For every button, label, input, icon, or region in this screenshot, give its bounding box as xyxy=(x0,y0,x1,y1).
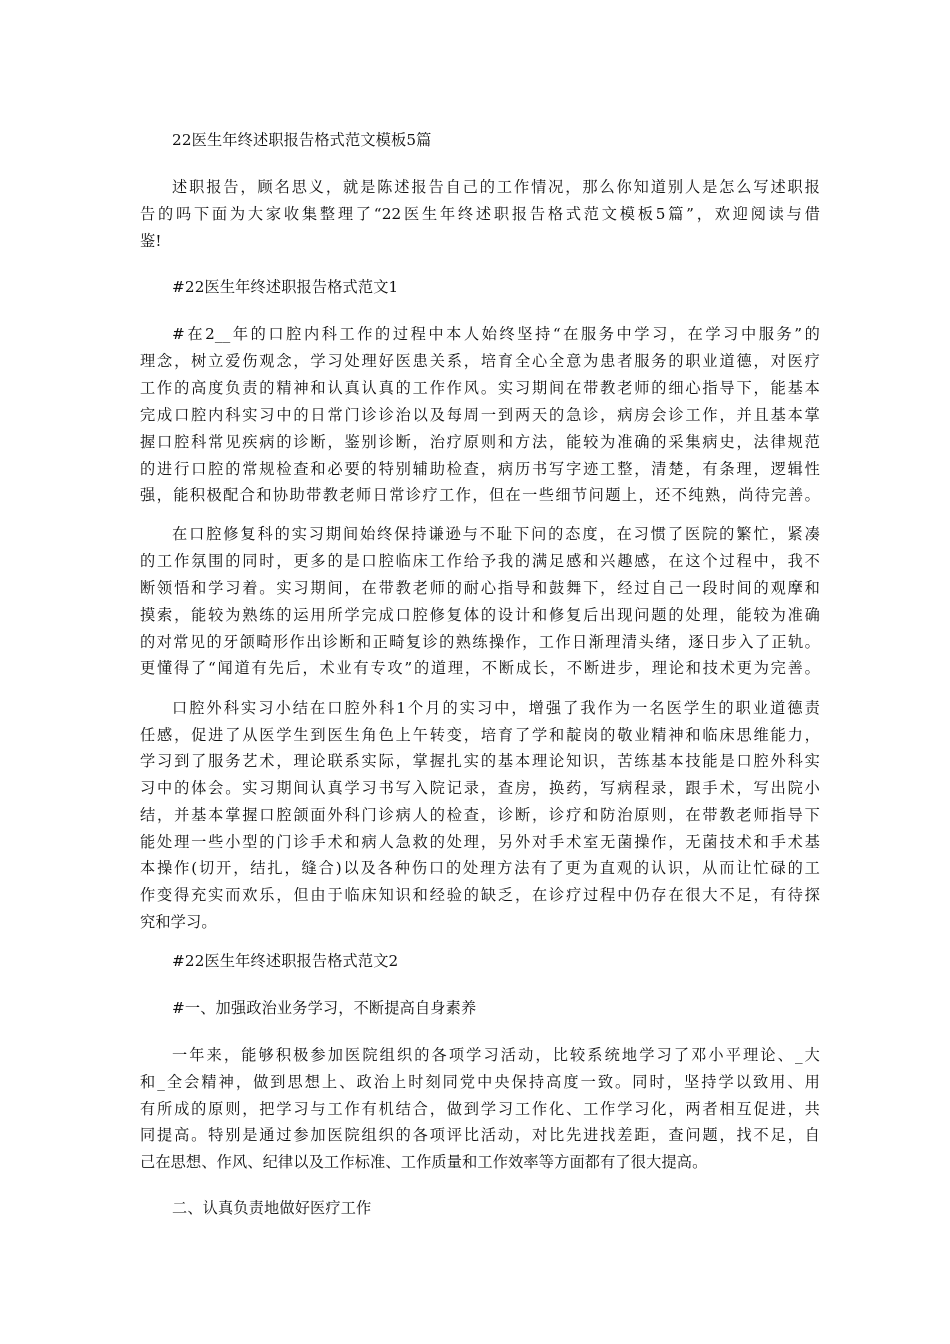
para3-line-4: 习中的体会。实习期间认真学习书写入院记录，查房，换药，写病程录，跟手术，写出院小 xyxy=(140,779,820,797)
para2-line-2: 的工作氛围的同时，更多的是口腔临床工作给予我的满足感和兴趣感，在这个过程中，我不 xyxy=(140,552,820,570)
para1-line-2: 理念，树立爱伤观念，学习处理好医患关系，培育全心全意为患者服务的职业道德，对医疗 xyxy=(140,352,820,370)
para4-line-2: 和_全会精神，做到思想上、政治上时刻同党中央保持高度一致。同时，坚持学以致用、用 xyxy=(140,1073,820,1091)
para1-line-6: 的进行口腔的常规检查和必要的特别辅助检查，病历书写字迹工整，清楚，有条理，逻辑性 xyxy=(140,460,820,478)
para3-line-6: 能处理一些小型的门诊手术和病人急救的处理，另外对手术室无菌操作，无菌技术和手术基 xyxy=(140,833,820,851)
intro-line-1: 述职报告，顾名思义，就是陈述报告自己的工作情况，那么你知道别人是怎么写述职报 xyxy=(172,178,820,196)
para3-line-5: 结，并基本掌握口腔颌面外科门诊病人的检查，诊断，诊疗和防治原则，在带教老师指导下 xyxy=(140,806,820,824)
para4-line-1: 一年来，能够积极参加医院组织的各项学习活动，比较系统地学习了邓小平理论、_大 xyxy=(172,1046,820,1064)
para2-line-3: 断领悟和学习着。实习期间，在带教老师的耐心指导和鼓舞下，经过自己一段时间的观摩和 xyxy=(140,579,820,597)
para2-line-6: 更懂得了“闻道有先后，术业有专攻”的道理，不断成长，不断进步，理论和技术更为完善。 xyxy=(140,659,820,677)
para3-line-8: 作变得充实而欢乐，但由于临床知识和经验的缺乏，在诊疗过程中仍存在很大不足，有待探 xyxy=(140,886,820,904)
para3-line-1: 口腔外科实习小结在口腔外科1个月的实习中，增强了我作为一名医学生的职业道德责 xyxy=(172,699,820,717)
section-heading-2: #22医生年终述职报告格式范文2 xyxy=(172,952,399,970)
para1-line-3: 工作的高度负责的精神和认真认真的工作作风。实习期间在带教老师的细心指导下，能基本 xyxy=(140,379,820,397)
intro-line-3: 鉴! xyxy=(140,232,162,250)
intro-line-2: 告的吗下面为大家收集整理了“22医生年终述职报告格式范文模板5篇”，欢迎阅读与借 xyxy=(140,205,820,223)
para1-line-5: 握口腔科常见疾病的诊断，鉴别诊断，治疗原则和方法，能较为准确的采集病史，法律规范 xyxy=(140,433,820,451)
para3-line-9: 究和学习。 xyxy=(140,913,217,931)
para4-line-5: 己在思想、作风、纪律以及工作标准、工作质量和工作效率等方面都有了很大提高。 xyxy=(140,1153,708,1171)
para2-line-4: 摸索，能较为熟练的运用所学完成口腔修复体的设计和修复后出现问题的处理，能较为准确 xyxy=(140,606,820,624)
document-title: 22医生年终述职报告格式范文模板5篇 xyxy=(172,131,432,149)
subheading-2: 二、认真负责地做好医疗工作 xyxy=(172,1199,372,1217)
subheading-1: #一、加强政治业务学习，不断提高自身素养 xyxy=(172,999,477,1017)
para4-line-3: 有所成的原则，把学习与工作有机结合，做到学习工作化、工作学习化，两者相互促进，共 xyxy=(140,1100,820,1118)
para1-line-1: #在2__年的口腔内科工作的过程中本人始终坚持“在服务中学习，在学习中服务”的 xyxy=(172,325,820,343)
para3-line-3: 学习到了服务艺术，理论联系实际，掌握扎实的基本理论知识，苦练基本技能是口腔外科实 xyxy=(140,752,820,770)
para3-line-7: 本操作(切开，结扎，缝合)以及各种伤口的处理方法有了更为直观的认识，从而让忙碌的工 xyxy=(140,859,820,877)
para3-line-2: 任感，促进了从医学生到医生角色上午转变，培育了学和靛岗的敬业精神和临床思维能力， xyxy=(140,726,820,744)
section-heading-1: #22医生年终述职报告格式范文1 xyxy=(172,278,399,296)
para2-line-5: 的对常见的牙颌畸形作出诊断和正畸复诊的熟练操作，工作日渐理清头绪，逐日步入了正轨。 xyxy=(140,633,820,651)
para4-line-4: 同提高。特别是通过参加医院组织的各项评比活动，对比先进找差距，查问题，找不足，自 xyxy=(140,1126,820,1144)
para1-line-7: 强，能积极配合和协助带教老师日常诊疗工作，但在一些细节问题上，还不纯熟，尚待完善。 xyxy=(140,486,820,504)
para1-line-4: 完成口腔内科实习中的日常门诊诊治以及每周一到两天的急诊，病房会诊工作，并且基本掌 xyxy=(140,406,820,424)
para2-line-1: 在口腔修复科的实习期间始终保持谦逊与不耻下问的态度，在习惯了医院的繁忙，紧凑 xyxy=(172,525,820,543)
